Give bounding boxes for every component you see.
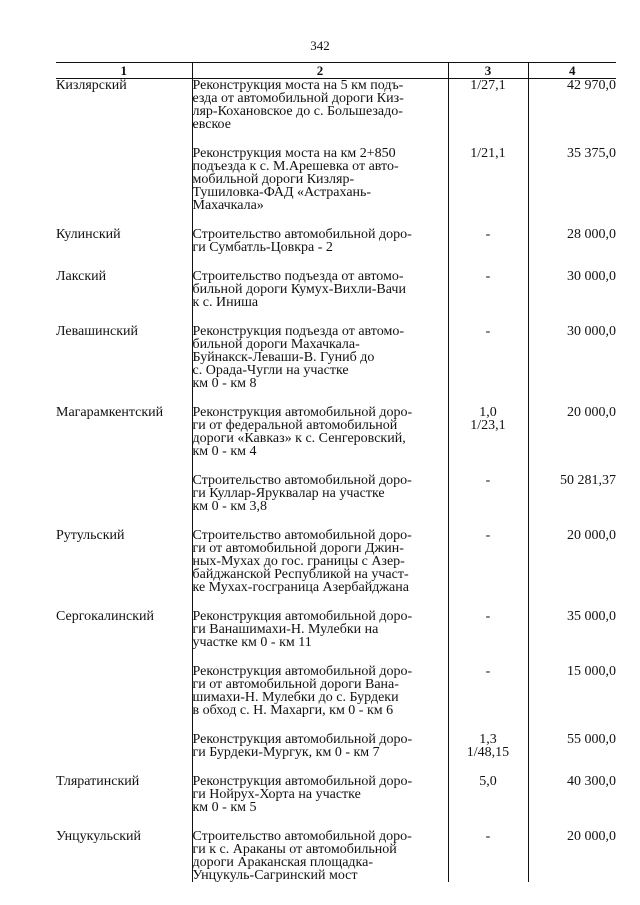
description-line: евское (192, 117, 231, 132)
description-line: Реконструкция автомобильной доро- (192, 609, 413, 624)
length-line: 1/21,1 (470, 146, 506, 161)
spacer-cell (56, 649, 192, 665)
spacer-cell (56, 717, 192, 733)
length-line: - (485, 324, 491, 339)
description-cell (192, 325, 448, 390)
district-cell: Магарамкентский (56, 405, 164, 420)
district-cell: Унцукульский (56, 829, 142, 844)
spacer-cell (56, 594, 192, 610)
description-line: Реконструкция автомобильной доро- (192, 774, 413, 789)
district-cell: Рутульский (56, 528, 125, 543)
description-cell (192, 830, 448, 882)
length-line: 1/48,15 (466, 745, 510, 760)
row-spacer (56, 309, 616, 325)
spacer-cell (448, 254, 528, 270)
length-cell (448, 79, 528, 132)
spacer-cell (56, 131, 192, 147)
spacer-cell (528, 131, 616, 147)
description-line: ги от федеральной автомобильной (192, 418, 398, 433)
header-col-2: 2 (192, 63, 448, 79)
length-cell (448, 325, 528, 390)
amount-cell: 20 000,0 (528, 529, 616, 594)
spacer-cell (56, 759, 192, 775)
amount-cell: 30 000,0 (528, 325, 616, 390)
amount-cell: 42 970,0 (528, 79, 616, 132)
spacer-cell (56, 254, 192, 270)
spacer-cell (192, 458, 448, 474)
description-line: ги Куллар-Яруквалар на участке (192, 486, 385, 501)
row-spacer (56, 131, 616, 147)
table-row (56, 228, 616, 254)
description-line: мобильной дороги Кизляр- (192, 172, 355, 187)
description-line: бильной дороги Кумух-Вихли-Вачи (192, 282, 406, 297)
spacer-cell (448, 390, 528, 406)
description-line: дороги «Кавказ» к с. Сенгеровский, (192, 431, 406, 446)
spacer-cell (528, 458, 616, 474)
spacer-cell (56, 390, 192, 406)
description-cell (192, 79, 448, 132)
length-cell (448, 228, 528, 254)
amount-cell: 55 000,0 (528, 733, 616, 759)
spacer-cell (192, 814, 448, 830)
district-cell (56, 733, 192, 759)
road-works-table (56, 62, 616, 882)
description-line: ги от автомобильной дороги Вана- (192, 677, 399, 692)
spacer-cell (448, 814, 528, 830)
description-line: ги от автомобильной дороги Джин- (192, 541, 404, 556)
row-spacer (56, 649, 616, 665)
description-line: Реконструкция автомобильной доро- (192, 664, 413, 679)
description-line: байджанской Республикой на участ- (192, 567, 409, 582)
header-col-4: 4 (528, 63, 616, 79)
spacer-cell (192, 390, 448, 406)
page-number: 342 (310, 38, 330, 53)
row-spacer (56, 212, 616, 228)
description-line: Махачкала» (192, 198, 264, 213)
description-cell (192, 733, 448, 759)
table-row (56, 733, 616, 759)
description-line: участке км 0 - км 11 (192, 635, 312, 650)
amount-cell: 40 300,0 (528, 775, 616, 814)
description-line: в обход с. Н. Махарги, км 0 - км 6 (192, 703, 394, 718)
table-row (56, 270, 616, 309)
description-line: ги к с. Араканы от автомобильной (192, 842, 397, 857)
description-line: к с. Иниша (192, 295, 259, 310)
length-line: - (485, 829, 491, 844)
description-line: км 0 - км 8 (192, 376, 257, 391)
description-line: км 0 - км 3,8 (192, 499, 267, 514)
spacer-cell (448, 309, 528, 325)
amount-cell: 35 375,0 (528, 147, 616, 212)
description-line: км 0 - км 5 (192, 800, 257, 815)
description-line: Реконструкция моста на км 2+850 (192, 146, 396, 161)
district-cell (56, 474, 192, 513)
description-line: Тушиловка-ФАД «Астрахань- (192, 185, 372, 200)
description-cell (192, 228, 448, 254)
table-row (56, 147, 616, 212)
spacer-cell (528, 814, 616, 830)
amount-cell: 35 000,0 (528, 610, 616, 649)
description-line: Строительство автомобильной доро- (192, 528, 412, 543)
description-line: Строительство автомобильной доро- (192, 473, 412, 488)
length-line: 1/27,1 (470, 78, 506, 93)
row-spacer (56, 513, 616, 529)
amount-cell: 30 000,0 (528, 270, 616, 309)
district-cell: Тляратинский (56, 774, 140, 789)
header-col-3: 3 (448, 63, 528, 79)
spacer-cell (192, 759, 448, 775)
description-cell (192, 406, 448, 458)
description-line: с. Орада-Чугли на участке (192, 363, 349, 378)
description-line: Строительство подъезда от автомо- (192, 269, 404, 284)
description-line: подъезда к с. М.Арешевка от авто- (192, 159, 399, 174)
length-cell (448, 830, 528, 882)
table-row (56, 325, 616, 390)
description-line: ляр-Кохановское до с. Большезадо- (192, 104, 403, 119)
district-cell (56, 147, 192, 212)
spacer-cell (56, 212, 192, 228)
row-spacer (56, 717, 616, 733)
header-col-1: 1 (56, 63, 192, 79)
description-line: Буйнакск-Леваши-В. Гуниб до (192, 350, 375, 365)
table-row (56, 610, 616, 649)
spacer-cell (448, 759, 528, 775)
row-spacer (56, 814, 616, 830)
description-line: Реконструкция моста на 5 км подъ- (192, 78, 404, 93)
header-row (56, 63, 616, 79)
description-line: Реконструкция автомобильной доро- (192, 732, 413, 747)
spacer-cell (56, 309, 192, 325)
spacer-cell (192, 254, 448, 270)
length-cell (448, 270, 528, 309)
spacer-cell (528, 309, 616, 325)
spacer-cell (192, 649, 448, 665)
spacer-cell (56, 458, 192, 474)
spacer-cell (528, 390, 616, 406)
district-cell: Лакский (56, 269, 107, 284)
table-row (56, 474, 616, 513)
spacer-cell (192, 594, 448, 610)
spacer-cell (192, 717, 448, 733)
length-cell (448, 733, 528, 759)
spacer-cell (448, 717, 528, 733)
row-spacer (56, 594, 616, 610)
amount-cell: 15 000,0 (528, 665, 616, 717)
length-cell (448, 474, 528, 513)
length-line: - (485, 473, 491, 488)
row-spacer (56, 458, 616, 474)
row-spacer (56, 390, 616, 406)
length-line: - (485, 528, 491, 543)
description-line: ги Сумбатль-Цовкра - 2 (192, 240, 333, 255)
row-spacer (56, 254, 616, 270)
district-cell (56, 665, 192, 717)
description-line: Реконструкция автомобильной доро- (192, 405, 413, 420)
length-cell (448, 775, 528, 814)
description-line: Унцукуль-Сагринский мост (192, 868, 358, 883)
description-cell (192, 665, 448, 717)
length-line: 1/23,1 (470, 418, 506, 433)
spacer-cell (192, 513, 448, 529)
spacer-cell (192, 309, 448, 325)
amount-cell: 50 281,37 (528, 474, 616, 513)
description-line: ги Ванашимахи-Н. Мулебки на (192, 622, 379, 637)
table-row (56, 529, 616, 594)
spacer-cell (528, 513, 616, 529)
description-line: ги Бурдеки-Мургук, км 0 - км 7 (192, 745, 380, 760)
amount-cell: 20 000,0 (528, 406, 616, 458)
length-line: - (485, 664, 491, 679)
spacer-cell (448, 212, 528, 228)
spacer-cell (528, 717, 616, 733)
description-line: ги Нойрух-Хорта на участке (192, 787, 361, 802)
table-row (56, 406, 616, 458)
description-line: Строительство автомобильной доро- (192, 227, 412, 242)
length-line: 1,3 (479, 732, 497, 747)
length-line: - (485, 269, 491, 284)
description-line: езда от автомобильной дороги Киз- (192, 91, 404, 106)
spacer-cell (448, 131, 528, 147)
length-line: - (485, 227, 491, 242)
spacer-cell (56, 814, 192, 830)
description-line: ных-Мухах до гос. границы с Азер- (192, 554, 405, 569)
district-cell: Кизлярский (56, 78, 127, 93)
district-cell: Сергокалинский (56, 609, 155, 624)
table-row (56, 775, 616, 814)
length-line: - (485, 609, 491, 624)
description-line: ке Мухах-госграница Азербайджана (192, 580, 409, 595)
description-cell (192, 529, 448, 594)
description-cell (192, 610, 448, 649)
spacer-cell (448, 458, 528, 474)
description-line: дороги Араканская площадка- (192, 855, 373, 870)
length-cell (448, 610, 528, 649)
spacer-cell (56, 513, 192, 529)
description-line: Строительство автомобильной доро- (192, 829, 412, 844)
description-line: бильной дороги Махачкала- (192, 337, 360, 352)
district-cell: Кулинский (56, 227, 121, 242)
table-row (56, 665, 616, 717)
description-cell (192, 775, 448, 814)
spacer-cell (448, 513, 528, 529)
table-row (56, 79, 616, 132)
description-line: Реконструкция подъезда от автомо- (192, 324, 404, 339)
spacer-cell (528, 212, 616, 228)
amount-cell: 20 000,0 (528, 830, 616, 882)
table-row (56, 830, 616, 882)
length-line: 5,0 (479, 774, 497, 789)
spacer-cell (528, 254, 616, 270)
district-cell: Левашинский (56, 324, 139, 339)
spacer-cell (528, 649, 616, 665)
length-cell (448, 529, 528, 594)
spacer-cell (192, 212, 448, 228)
length-cell (448, 406, 528, 458)
length-line: 1,0 (479, 405, 497, 420)
spacer-cell (192, 131, 448, 147)
description-cell (192, 147, 448, 212)
description-cell (192, 270, 448, 309)
amount-cell: 28 000,0 (528, 228, 616, 254)
length-cell (448, 147, 528, 212)
table-body (56, 79, 616, 883)
spacer-cell (528, 594, 616, 610)
description-line: км 0 - км 4 (192, 444, 257, 459)
spacer-cell (448, 649, 528, 665)
description-line: шимахи-Н. Мулебки до с. Бурдеки (192, 690, 399, 705)
length-cell (448, 665, 528, 717)
spacer-cell (448, 594, 528, 610)
spacer-cell (528, 759, 616, 775)
row-spacer (56, 759, 616, 775)
description-cell (192, 474, 448, 513)
